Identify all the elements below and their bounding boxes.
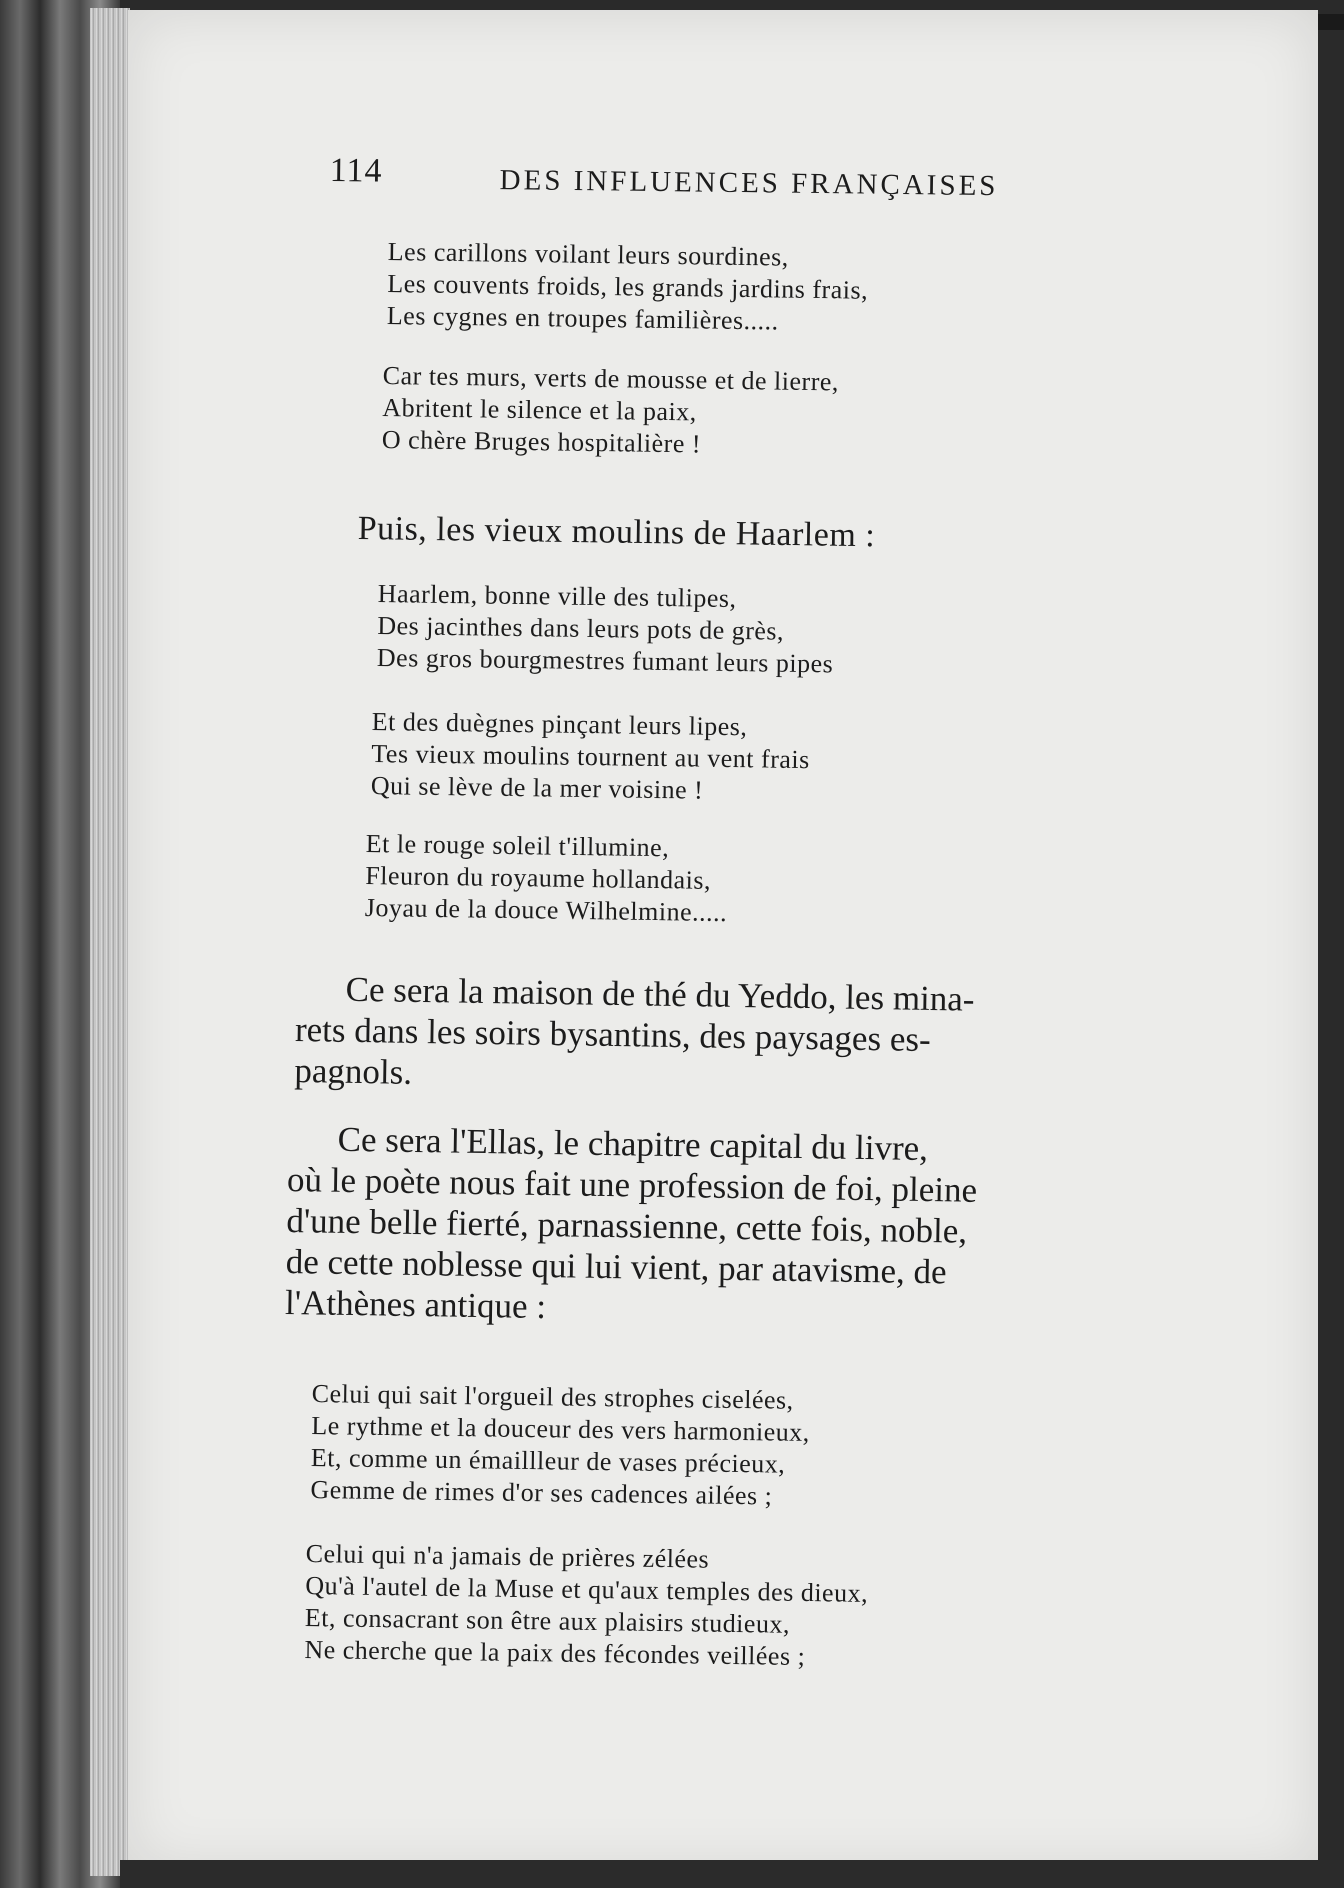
verse-line: Et, comme un émaillleur de vases précieux, [310, 1442, 786, 1479]
verse-line: Celui qui n'a jamais de prières zélées [305, 1538, 710, 1574]
prose-line: de cette noblesse qui lui vient, par atavisme, de [285, 1241, 947, 1292]
prose-line: pagnols. [294, 1050, 413, 1092]
verse-line: Les carillons voilant leurs sourdines, [387, 236, 789, 272]
scan-bottom-edge [120, 1860, 1344, 1888]
scan-right-edge [1318, 30, 1344, 1888]
paragraph-2 [285, 1118, 978, 1334]
poem2-stanza2 [371, 706, 811, 808]
poem3-stanza2 [304, 1538, 869, 1674]
verse-line: Qu'à l'autel de la Muse et qu'aux temples des dieux, [305, 1570, 869, 1608]
prose-line: l'Athènes antique : [284, 1282, 547, 1327]
verse-line: Des jacinthes dans leurs pots de grès, [377, 610, 785, 646]
verse-line: Le rythme et la douceur des vers harmonieux, [311, 1410, 810, 1447]
running-head [330, 152, 1150, 202]
verse-line: Et des duègnes pinçant leurs lipes, [371, 706, 748, 742]
poem2-stanza1 [377, 578, 835, 680]
verse-line: Des gros bourgmestres fumant leurs pipes [376, 642, 834, 679]
prose-line: d'une belle fierté, parnassienne, cette fois, noble, [286, 1200, 968, 1251]
poem3-stanza1 [310, 1378, 810, 1513]
verse-line: Et le rouge soleil t'illumine, [365, 828, 670, 863]
verse-line: O chère Bruges hospitalière ! [381, 424, 702, 459]
prose-line: rets dans les soirs bysantins, des paysages es- [294, 1009, 931, 1059]
paragraph-1 [294, 968, 975, 1102]
verse-line: Gemme de rimes d'or ses cadences ailées ; [310, 1474, 773, 1511]
prose-line: Ce sera la maison de thé du Yeddo, les mina- [345, 969, 975, 1019]
poem1-stanza2 [382, 360, 839, 462]
book-page [128, 10, 1318, 1870]
verse-line: Celui qui sait l'orgueil des strophes ciselées, [311, 1378, 794, 1415]
verse-line: Abritent le silence et la paix, [382, 392, 697, 427]
verse-line: Ne cherche que la paix des fécondes veillées ; [304, 1634, 806, 1671]
verse-line: Haarlem, bonne ville des tulipes, [377, 578, 737, 614]
verse-line: Tes vieux moulins tournent au vent frais [371, 738, 810, 775]
page-header-title: DES INFLUENCES FRANÇAISES [499, 164, 999, 203]
verse-line: Fleuron du royaume hollandais, [365, 860, 712, 895]
page-number: 114 [329, 152, 383, 190]
verse-line: Les couvents froids, les grands jardins frais, [387, 268, 869, 305]
prose-line: où le poète nous fait une profession de foi, pleine [286, 1159, 978, 1210]
verse-line: Joyau de la douce Wilhelmine..... [364, 892, 728, 928]
verse-line: Et, consacrant son être aux plaisirs studieux, [304, 1602, 791, 1639]
verse-line: Car tes murs, verts de mousse et de lierre, [382, 360, 840, 397]
verse-line: Les cygnes en troupes familières..... [386, 300, 779, 336]
prose-line: Ce sera l'Ellas, le chapitre capital du livre, [337, 1119, 929, 1169]
section-intro: Puis, les vieux moulins de Haarlem : [357, 510, 876, 555]
poem1-stanza1 [387, 236, 869, 339]
poem2-stanza3 [365, 828, 729, 929]
verse-line: Qui se lève de la mer voisine ! [370, 770, 704, 805]
page-content [128, 10, 1318, 1870]
page-edges [90, 8, 130, 1876]
